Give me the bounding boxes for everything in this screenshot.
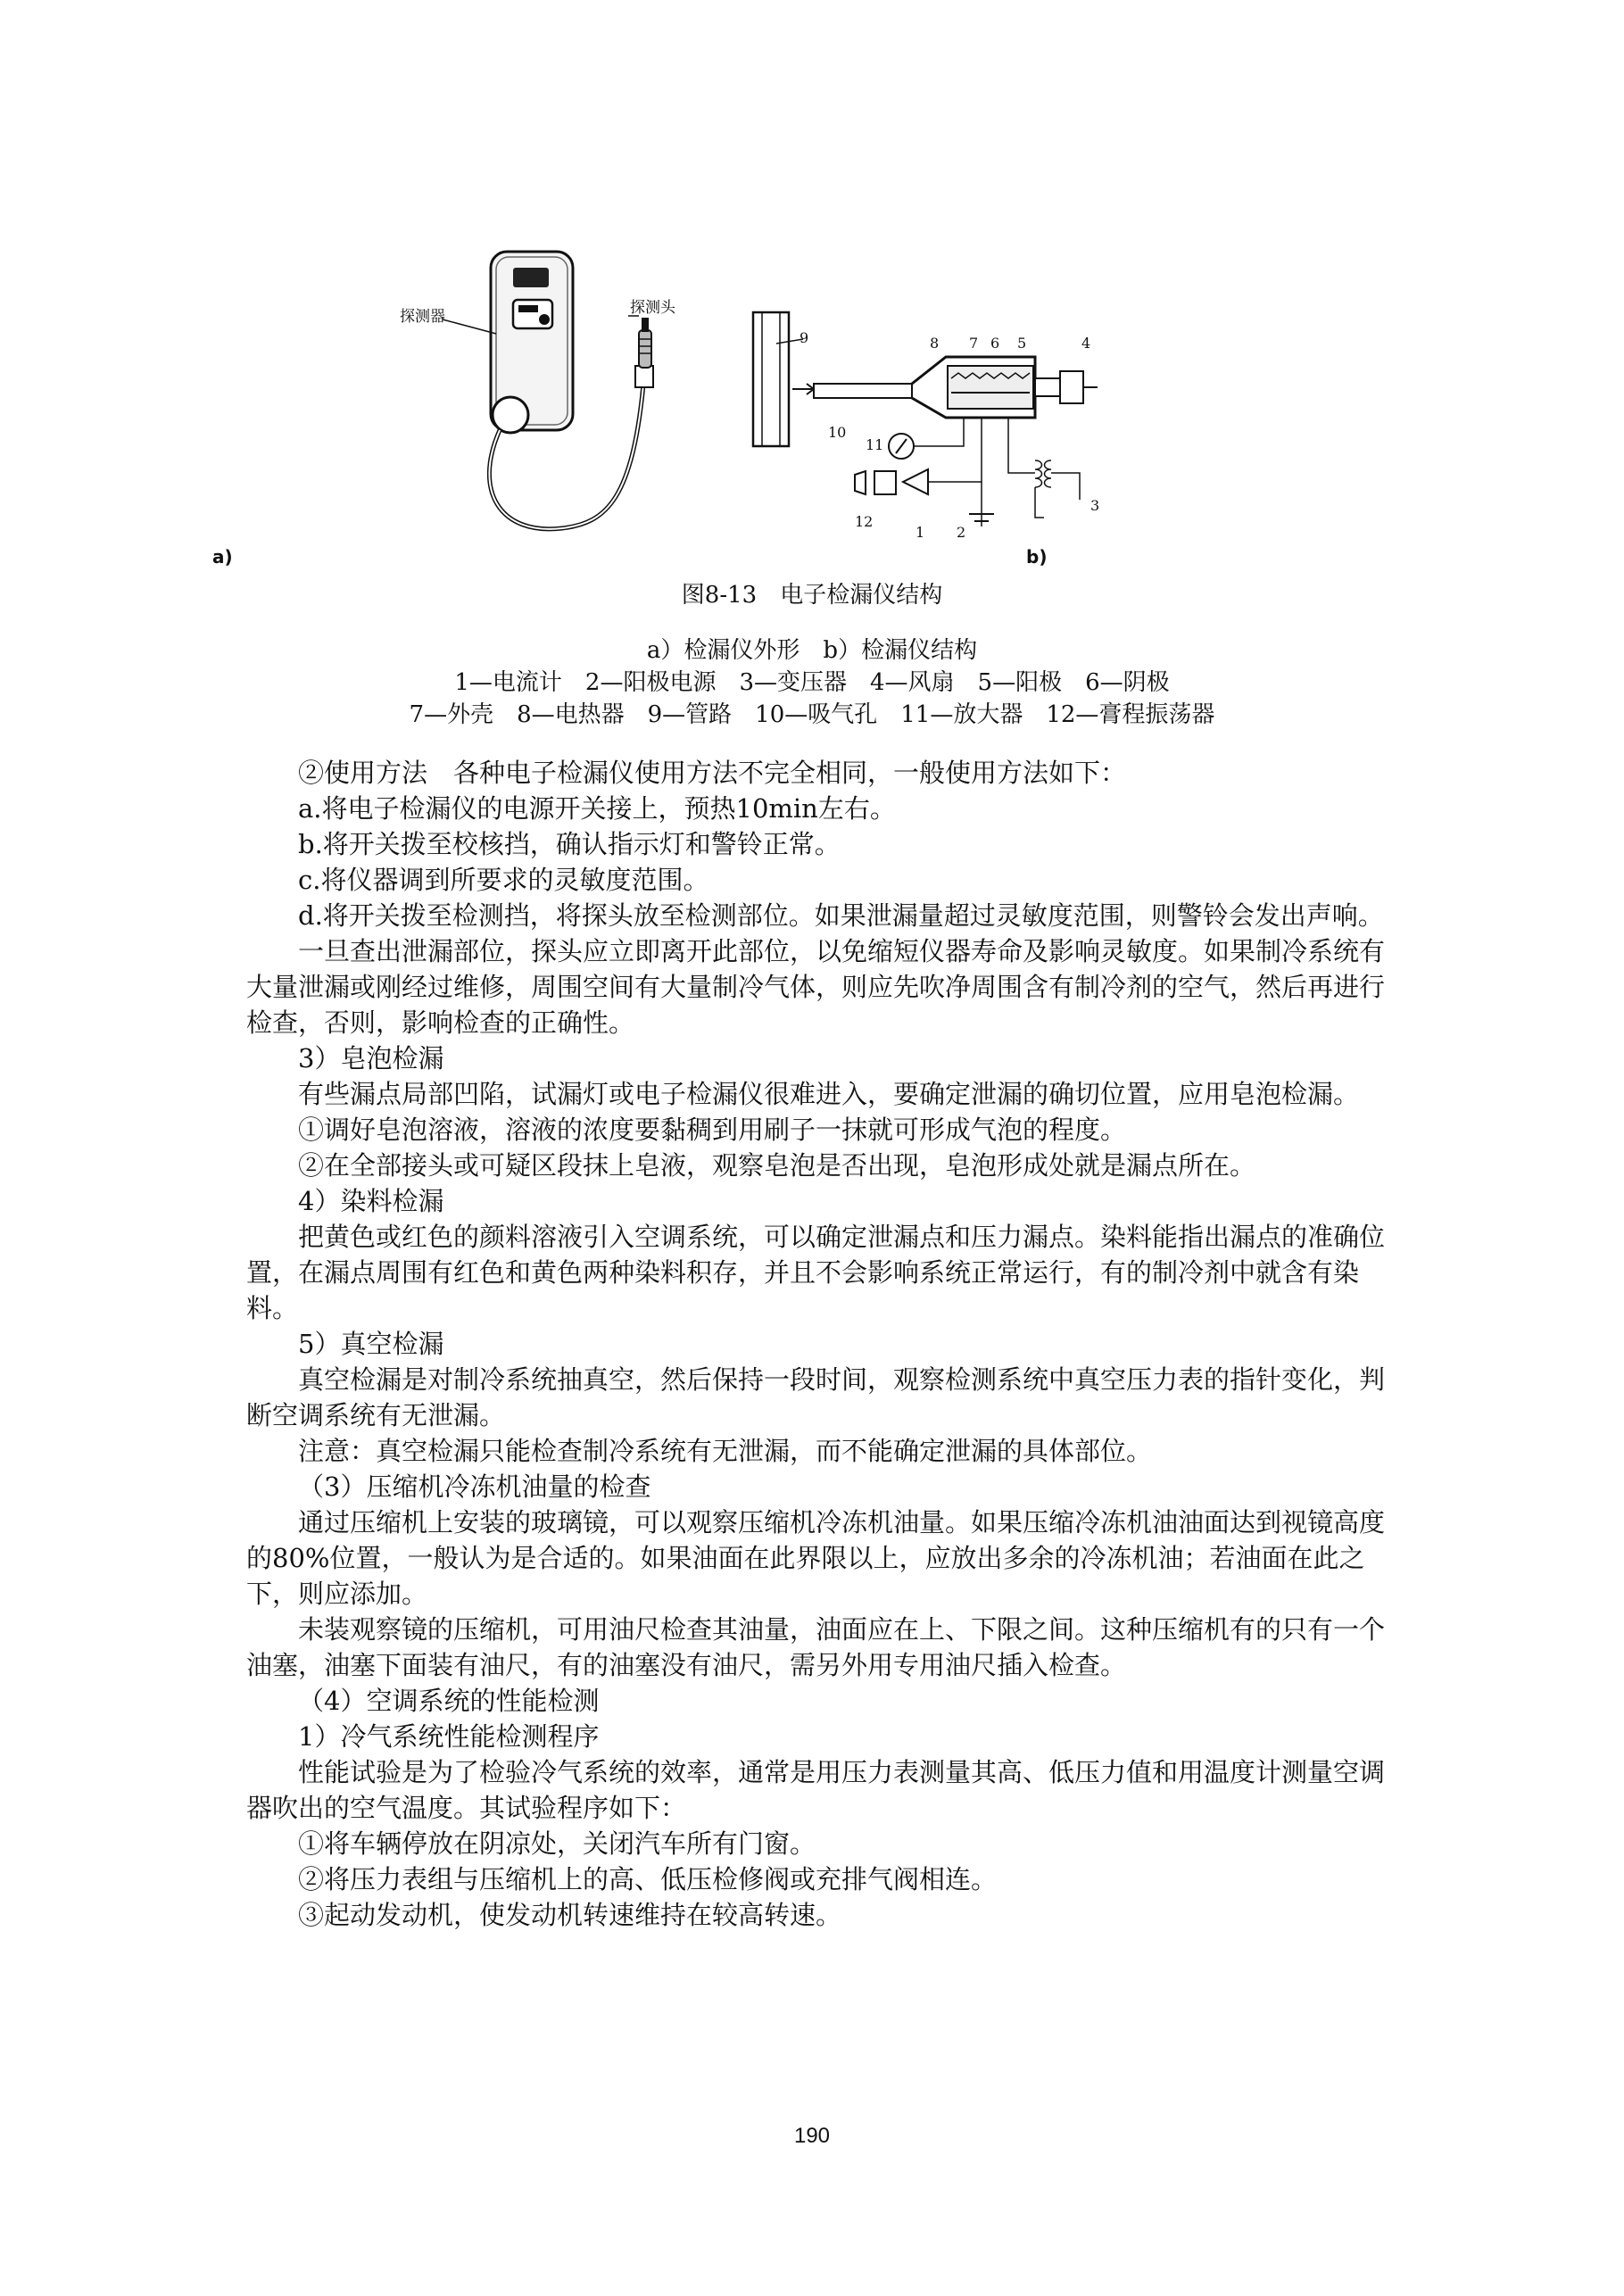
part-4: 4 [1081, 335, 1091, 352]
part-8: 8 [930, 335, 940, 352]
part-2: 2 [957, 524, 966, 541]
paragraph: ①调好皂泡溶液，溶液的浓度要黏稠到用刷子一抹就可形成气泡的程度。 [298, 1115, 1127, 1145]
part-9: 9 [800, 329, 809, 346]
paragraph: d.将开关拨至检测挡，将探头放至检测部位。如果泄漏量超过灵敏度范围，则警铃会发出声响。 [298, 900, 1384, 931]
subfigure-a-label: a) [212, 546, 233, 568]
part-10: 10 [828, 424, 847, 441]
section-heading: （4）空调系统的性能检测 [298, 1686, 600, 1716]
section-heading: （3）压缩机冷冻机油量的检查 [298, 1471, 651, 1502]
part-7: 7 [969, 335, 979, 352]
section-heading: 1）冷气系统性能检测程序 [298, 1721, 600, 1752]
section-heading: 3）皂泡检漏 [298, 1043, 444, 1073]
body-text [246, 755, 1397, 1933]
part-5: 5 [1017, 335, 1027, 352]
paragraph: ③起动发动机，使发动机转速维持在较高转速。 [298, 1900, 842, 1930]
paragraph: 通过压缩机上安装的玻璃镜，可以观察压缩机冷冻机油量。如果压缩冷冻机油油面达到视镜高度的80%位置，一般认为是合适的。如果油面在此界限以上，应放出多余的冷冻机油；若油面在此之下，则应添加。 [246, 1507, 1386, 1609]
section-heading: 4）染料检漏 [298, 1186, 444, 1216]
paragraph: b.将开关拨至校核挡，确认指示灯和警铃正常。 [298, 829, 841, 859]
paragraph: 未装观察镜的压缩机，可用油尺检查其油量，油面应在上、下限之间。这种压缩机有的只有一个油塞，油塞下面装有油尺，有的油塞没有油尺，需另外用专用油尺插入检查。 [246, 1614, 1386, 1680]
part-3: 3 [1090, 497, 1100, 514]
paragraph: c.将仪器调到所要求的灵敏度范围。 [298, 865, 709, 895]
paragraph: 性能试验是为了检验冷气系统的效率，通常是用压力表测量其高、低压力值和用温度计测量空调器吹出的空气温度。其试验程序如下： [246, 1757, 1386, 1823]
figure-legend-line1: 1—电流计 2—阳极电源 3—变压器 4—风扇 5—阳极 6—阴极 [454, 669, 1170, 696]
figure-8-13 [366, 241, 1267, 616]
section-heading: 5）真空检漏 [298, 1329, 444, 1359]
part-11: 11 [866, 436, 884, 453]
paragraph: ②使用方法 各种电子检漏仪使用方法不完全相同，一般使用方法如下： [298, 758, 1127, 788]
paragraph: a.将电子检漏仪的电源开关接上，预热10min左右。 [298, 793, 896, 824]
paragraph: 把黄色或红色的颜料溶液引入空调系统，可以确定泄漏点和压力漏点。染料能指出漏点的准确位置，在漏点周围有红色和黄色两种染料积存，并且不会影响系统正常运行，有的制冷剂中就含有染料。 [246, 1222, 1386, 1323]
paragraph: ②在全部接头或可疑区段抹上皂液，观察皂泡是否出现，皂泡形成处就是漏点所在。 [298, 1150, 1256, 1181]
figure-caption-sub: a）检漏仪外形 b）检漏仪结构 [646, 637, 978, 664]
paragraph: ①将车辆停放在阴凉处，关闭汽车所有门窗。 [298, 1828, 816, 1859]
page-number: 190 [793, 2124, 831, 2148]
detector-structure-diagram [741, 303, 1267, 616]
subfigure-b-label: b) [1026, 546, 1048, 568]
paragraph: 真空检漏是对制冷系统抽真空，然后保持一段时间，观察检测系统中真空压力表的指针变化，判断空调系统有无泄漏。 [246, 1364, 1386, 1430]
paragraph: 一旦查出泄漏部位，探头应立即离开此部位，以免缩短仪器寿命及影响灵敏度。如果制冷系统有大量泄漏或刚经过维修，周围空间有大量制冷气体，则应先吹净周围含有制冷剂的空气，然后再进行检查，否则，影响检查的正确性。 [246, 936, 1386, 1038]
part-12: 12 [855, 513, 874, 530]
paragraph: ②将压力表组与压缩机上的高、低压检修阀或充排气阀相连。 [298, 1864, 998, 1894]
paragraph: 注意：真空检漏只能检查制冷系统有无泄漏，而不能确定泄漏的具体部位。 [298, 1436, 1153, 1466]
part-6: 6 [990, 335, 1000, 352]
paragraph: 有些漏点局部凹陷，试漏灯或电子检漏仪很难进入，要确定泄漏的确切位置，应用皂泡检漏。 [298, 1079, 1360, 1109]
detector-appearance-illustration [366, 241, 687, 616]
figure-legend-line2: 7—外壳 8—电热器 9—管路 10—吸气孔 11—放大器 12—膏程振荡器 [409, 701, 1215, 728]
figure-caption-title: 图8-13 电子检漏仪结构 [681, 582, 943, 609]
label-probe: 探测头 [630, 299, 675, 317]
label-detector: 探测器 [400, 308, 445, 326]
part-1: 1 [916, 524, 925, 541]
